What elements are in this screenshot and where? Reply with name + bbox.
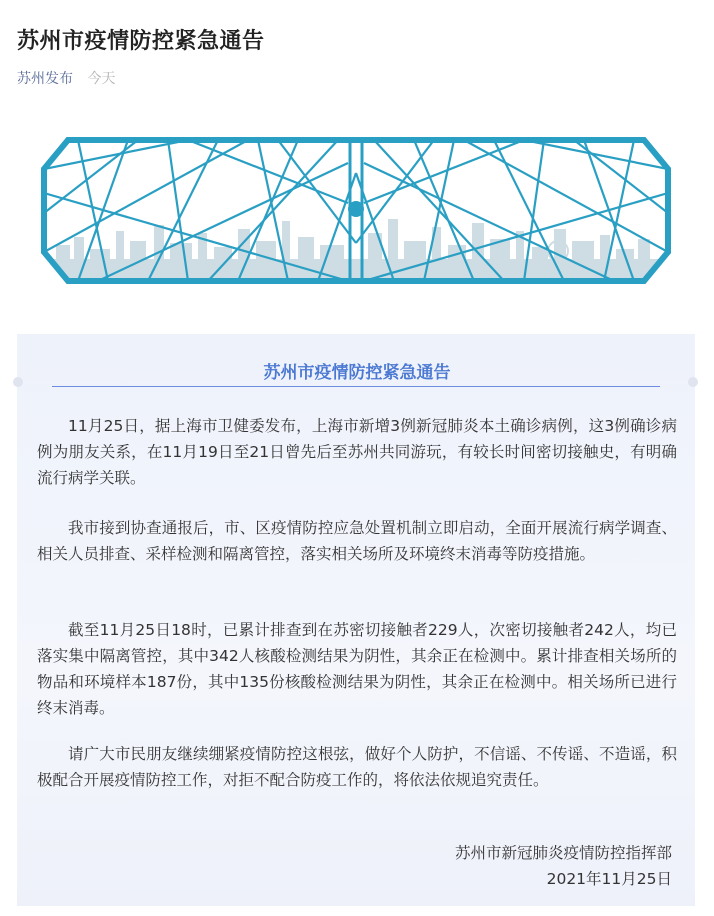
signature-block [455, 840, 672, 892]
heading-divider [52, 386, 660, 387]
notice-paragraph-3: 截至11月25日18时，已累计排查到在苏密切接触者229人，次密切接触者242人，均已落实集中隔离管控，其中342人核酸检测结果为阴性，其余正在检测中。累计排查相关场所的物品和环境样本187份，其中135份核酸检测结果为阴性，其余正在检测中。相关场所已进行终末消毒。 [37, 621, 677, 717]
notice-paragraph-1: 11月25日，据上海市卫健委发布，上海市新增3例新冠肺炎本土确诊病例，这3例确诊病例为朋友关系，在11月19日至21日曾先后至苏州共同游玩，有较长时间密切接触史，有明确流行病学关联。 [37, 417, 677, 487]
signature-date: 2021年11月25日 [546, 870, 672, 888]
signature-org: 苏州市新冠肺炎疫情防控指挥部 [454, 844, 672, 862]
article-meta [17, 68, 115, 88]
account-name-link[interactable]: 苏州发布 [17, 71, 73, 87]
notice-paragraph-4: 请广大市民朋友继续绷紧疫情防控这根弦，做好个人防护，不信谣、不传谣、不造谣，积极配合开展疫情防控工作，对拒不配合防疫工作的，将依法依规追究责任。 [37, 745, 677, 789]
notice-heading: 苏州市疫情防控紧急通告 [263, 363, 451, 383]
banner-image [38, 133, 674, 288]
publish-time: 今天 [87, 71, 116, 87]
page-title: 苏州市疫情防控紧急通告 [17, 29, 265, 54]
notice-paragraph-2: 我市接到协查通报后，市、区疫情防控应急处置机制立即启动，全面开展流行病学调查、相关人员排查、采样检测和隔离管控，落实相关场所及环境终末消毒等防疫措施。 [37, 519, 677, 563]
center-knob-icon [348, 201, 364, 217]
